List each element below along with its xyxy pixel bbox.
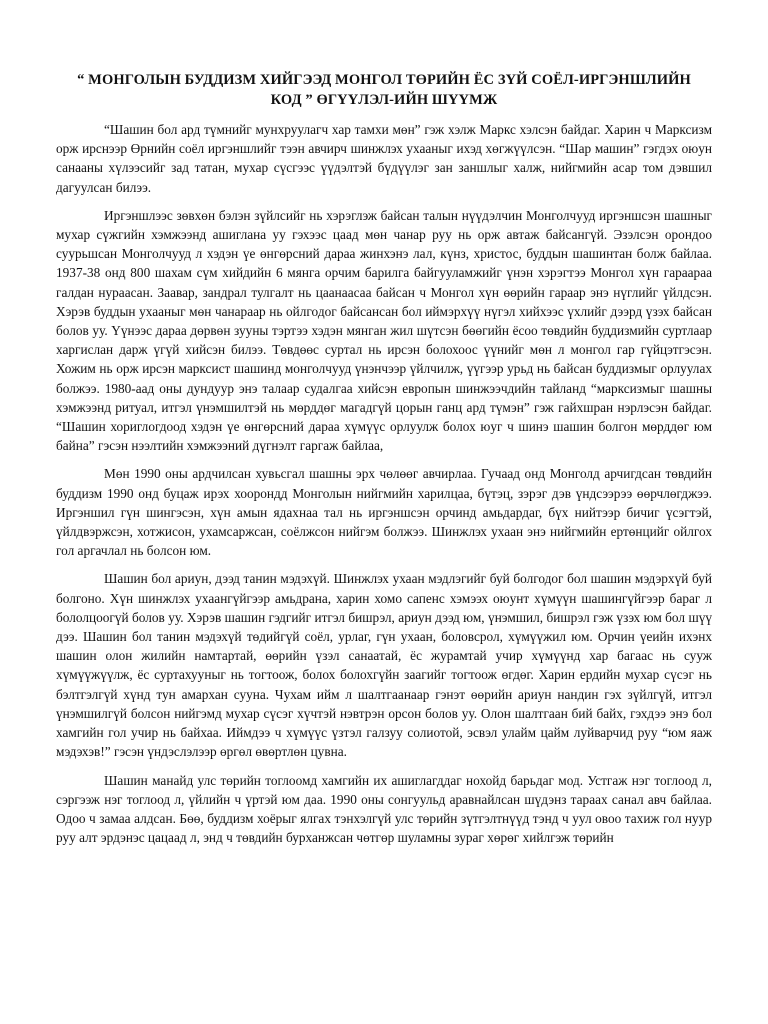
paragraph: Шашин бол ариун, дээд танин мэдэхүй. Шинжлэх ухаан мэдлэгийг буй болгодог бол шашин мэдэрхүй буй болгоно. Хүн шинжлэх ухаангүйгээр амьдрана, харин хомо сапенс хэмээх оюунт хүмүүн шашингүйгээр бараг л бололцоогүй болов уу. Хэрэв шашин гэдгийг итгэл бишрэл, ариун дээд юм, үнэмшил, бишрэл гэж үзэх юм бол шүү дээ. Шашин бол танин мэдэхүй төдийгүй соёл, урлаг, гүн ухаан, боловсрол, хүмүүжил юм. Орчин үеийн ихэнх шашин олон жилийн намтартай, өөрийн үзэл санаатай, ёс журамтай учир хүмүүнд хар багаас нь сууж хүмүүжүүлж, ёс суртахууныг нь тогтоож, болох болохгүйн заагийг тогтоож өгдөг. Харин ердийн мухар сүсэг нь бэлтгэлгүй хүнд тун амархан сууна. Чухам ийм л шалтгаанаар гэнэт өөрийн ариун нандин гэх зүйлгүй, итгэл үнэмшилгүй болсон нийгэмд мухар сүсэг хүчтэй нэвтрэн орсон болов уу. Олон шалтгаан бий байх, гэхдээ энэ бол хамгийн гол учир нь байхаа. Иймдээ ч хүмүүс үзтэл галзуу солиотой, эсвэл улайм цайм луйварчид руу “юм яаж мэдэхэв!” гэсэн үндэслэлээр өргөл өвөртлөн цувна.: [56, 571, 712, 760]
paragraph: Мөн 1990 оны ардчилсан хувьсгал шашны эрх чөлөөг авчирлаа. Гучаад онд Монголд арчигдсан төвдийн буддизм 1990 онд буцаж ирэх хоорондд Монголын нийгмийн харилцаа, бүтэц, зэрэг дэв үндсээрээ өөрчлөгджээ. Иргэншил гүн шингэсэн, хүн амын ядахнаа тал нь иргэншсэн орчинд амьдардаг, бүх нийтээр бичиг үсэгтэй, үйлдвэржсэн, хотжисон, ухамсаржсан, соёлжсон нийгэм болжээ. Шинжлэх ухаан энэ нийгмийн ертөнцийг ойлгох гол аргачлал нь болсон юм.: [56, 466, 712, 559]
document-title: “ МОНГОЛЫН БУДДИЗМ ХИЙГЭЭД МОНГОЛ ТӨРИЙН ЁС ЗҮЙ СОЁЛ-ИРГЭНШЛИЙН КОД ” ӨГҮҮЛЭЛ-ИЙН ШҮҮМЖ: [77, 72, 691, 108]
paragraph: Иргэншлээс зөвхөн бэлэн зүйлсийг нь хэрэглэж байсан талын нүүдэлчин Монголчууд иргэншсэн шашныг мухар сүжгийн хэмжээнд ашиглана уу гэхээс цаад мөн чанар руу нь орж автаж байсангүй. Эзэлсэн орондоо суурьшсан Монголчууд л хэдэн үе өнгөрсний дараа жинхэнэ лал, күнз, христос, буддын шашинтан болж байлаа. 1937-38 онд 800 шахам сүм хийдийн 6 мянга орчим барилга байгууламжийг үнэн хэрэгтээ Монгол хүн гараараа галдан нураасан. Заавар, зандрал тулгалт нь цаанаасаа байсан ч Монгол хүн өөрийн гараар энэ нүглийг үйлдсэн. Хэрэв буддын ухааныг мөн чанараар нь ойлгодог байсансан бол иймэрхүү нүгэл хийхээс үхлийг дээрд үзэх байсан болов уу. Үүнээс дараа дөрвөн зууны тэртээ хэдэн мянган жил шүтсэн бөөгийн ёсоо төвдийн буддизмийн суртлаар харгислан дарж үгүй хийсэн билээ. Төвдөөс суртал нь ирсэн болохоос үүнийг мөн л монгол гар гүйцэтгэсэн. Хожим нь орж ирсэн марксист шашинд монголчууд үнэнчээр үйлчилж, үүгээр урьд нь байсан буддизмыг орлуулах болжээ. 1980-аад оны дундуур энэ талаар судалгаа хийсэн европын шинжээчдийн тайланд “марксизмыг шашны хэмжээнд ритуал, итгэл үнэмшилтэй нь мөрддөг магадгүй цорын ганц ард түмэн” гэж гайхшран нэрлэсэн байдаг. “Шашин хориглогдоод хэдэн үе өнгөрсний дараа хүмүүс орлуулж болох юуг ч шинэ шашин болгон мөрддөг юм байна” гэсэн нээлтийн хэмжээний дүгнэлт гаргаж байлаа,: [56, 207, 712, 454]
paragraph: Шашин манайд улс төрийн тоглоомд хамгийн их ашиглагддаг нохойд барьдаг мод. Устгаж нэг тоглоод л, сэргээж нэг тоглоод л, үйлийн ч үртэй юм даа. 1990 оны сонгуульд аравнайлсан шүдэнз тараах санал авч байлаа. Одоо ч замаа алдсан. Бөө, буддизм хоёрыг ялгах тэнхэлгүй улс төрийн зүтгэлтнүүд тэнд ч уул овоо тахиж гол нуур руу алт эрдэнэс цацаад л, энд ч төвдийн бурханжсан чөтгөр шуламны зураг хөрөг хийлгэж төрийн: [56, 772, 712, 846]
paragraph: “Шашин бол ард түмнийг мунхруулагч хар тамхи мөн” гэж хэлж Маркс хэлсэн байдаг. Харин ч Марксизм орж ирснээр Өрнийн соёл иргэншлийг тээн авчирч шинжлэх ухааныг ихэд хөгжүүлсэн. “Шар машин” гэгдэх оюун санааны хүлээсийг зад татан, мухар сүсгээс үүдэлтэй бүдүүлэг зан заншлыг халж, нийгмийн асар том дэвшил дагуулсан билээ.: [56, 122, 712, 195]
